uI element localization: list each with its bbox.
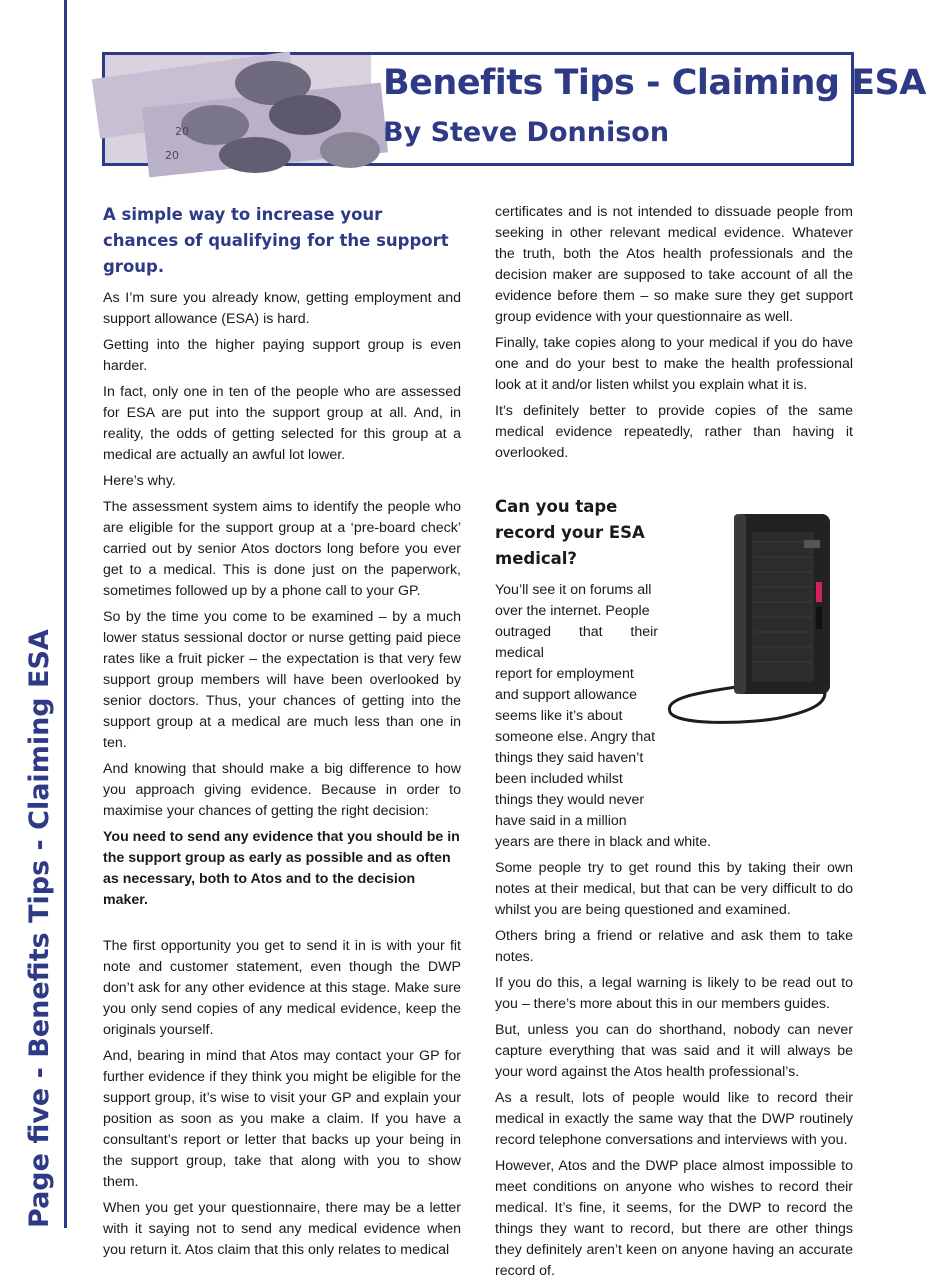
paragraph: So by the time you come to be examined – by a much lower status sessional doctor or nurse getting paid piece rates like a fruit picker – the expectation is that very few support group members will have been overlooked by senior doctors. Thus, your chances of getting into the support group at a medical are much less than one in ten. (103, 609, 461, 751)
paragraph: The first opportunity you get to send it in is with your fit note and customer statement, even though the DWP don’t ask for any other evidence at this stage. Make sure you only send copies of any medical evidence, keep the originals yourself. (103, 938, 461, 1038)
paragraph: Getting into the higher paying support group is even harder. (103, 337, 461, 374)
text-line: and support allowance (495, 687, 637, 703)
text-line: You’ll see it on forums all (495, 582, 652, 598)
paragraph: When you get your questionnaire, there may be a letter with it saying not to send any medical evidence when you return it. Atos claim that this only relates to medical (103, 1200, 461, 1258)
text-line: been included whilst (495, 771, 623, 787)
text-line: things they would never (495, 792, 645, 808)
wrapped-text-block (495, 580, 658, 832)
paragraph: certificates and is not intended to dissuade people from seeking in other relevant medical evidence. Whatever the truth, both the Atos health professionals and the decision maker are supposed to take account of all the evidence before them – so make sure they get support group evidence with your questionnaire as well. (495, 204, 853, 325)
left-column (103, 202, 461, 1266)
svg-text:20: 20 (165, 149, 179, 162)
paragraph: As I’m sure you already know, getting employment and support allowance (ESA) is hard. (103, 290, 461, 327)
article-header (102, 52, 926, 166)
paragraph: Others bring a friend or relative and ask them to take notes. (495, 928, 853, 965)
paragraph: It’s definitely better to provide copies of the same medical evidence repeatedly, rather than having it overlooked. (495, 403, 853, 461)
side-page-title: Page five - Benefits Tips - Claiming ESA (24, 629, 55, 1228)
text-line: seems like it’s about (495, 708, 623, 724)
article-byline: By Steve Donnison (383, 117, 670, 148)
paragraph: As a result, lots of people would like to record their medical in exactly the same way that the DWP routinely record telephone conversations and interviews with you. (495, 1090, 853, 1148)
svg-text:20: 20 (175, 125, 189, 138)
tape-recorder-image (664, 512, 834, 732)
paragraph: And knowing that should make a big difference to how you approach giving evidence. Because in order to maximise your chances of getting the right decision: (103, 761, 461, 819)
text-line: outraged that their medical (495, 624, 658, 661)
vertical-rule (64, 0, 67, 1228)
article-title: Benefits Tips - Claiming ESA (383, 63, 926, 103)
paragraph: Some people try to get round this by taking their own notes at their medical, but that can be very difficult to do whilst you are being questioned and examined. (495, 860, 853, 918)
text-line: years are there in black and white. (495, 834, 712, 850)
section-heading: A simple way to increase your chances of qualifying for the support group. (103, 205, 449, 276)
paragraph: However, Atos and the DWP place almost impossible to meet conditions on anyone who wishes to record their medical. It’s fine, it seems, for the DWP to record the things they want to record, but there are other things they definitely aren’t keen on anyone having an accurate record of. (495, 1158, 853, 1279)
paragraph: In fact, only one in ten of the people who are assessed for ESA are put into the support group at all. And, in reality, the odds of getting selected for this group at a medical are actually an awful lot lower. (103, 384, 461, 463)
paragraph: But, unless you can do shorthand, nobody can never capture everything that was said and it will always be your word against the Atos health professional’s. (495, 1022, 853, 1080)
text-line: someone else. Angry that (495, 729, 656, 745)
section-heading: Can you tape record your ESA medical? (495, 497, 645, 568)
paragraph: Finally, take copies along to your medical if you do have one and do your best to make the health professional look at it and/or listen whilst you explain what it is. (495, 335, 853, 393)
text-line: have said in a million (495, 813, 627, 829)
right-column (495, 202, 853, 1287)
paragraph: The assessment system aims to identify the people who are eligible for the support group at a ‘pre-board check’ carried out by senior Atos doctors long before you ever get to a medical. This is done just on the paperwork, sometimes followed up by a phone call to your GP. (103, 499, 461, 599)
text-line: things they said haven’t (495, 750, 644, 766)
text-line: report for employment (495, 666, 634, 682)
paragraph: If you do this, a legal warning is likely to be read out to you – there’s more about this in our members guides. (495, 975, 853, 1012)
paragraph: And, bearing in mind that Atos may contact your GP for further evidence if they think you might be eligible for the support group, it’s wise to visit your GP and explain your position as soon as you make a claim. If you have a consultant’s report or letter that backs up your being in the support group, take that along with you to show them. (103, 1048, 461, 1190)
key-advice-paragraph: You need to send any evidence that you should be in the support group as early as possible and as often as necessary, both to Atos and to the decision maker. (103, 829, 460, 908)
text-line: over the internet. People (495, 603, 650, 619)
paragraph: Here’s why. (103, 473, 176, 489)
banknotes-image (105, 55, 371, 163)
